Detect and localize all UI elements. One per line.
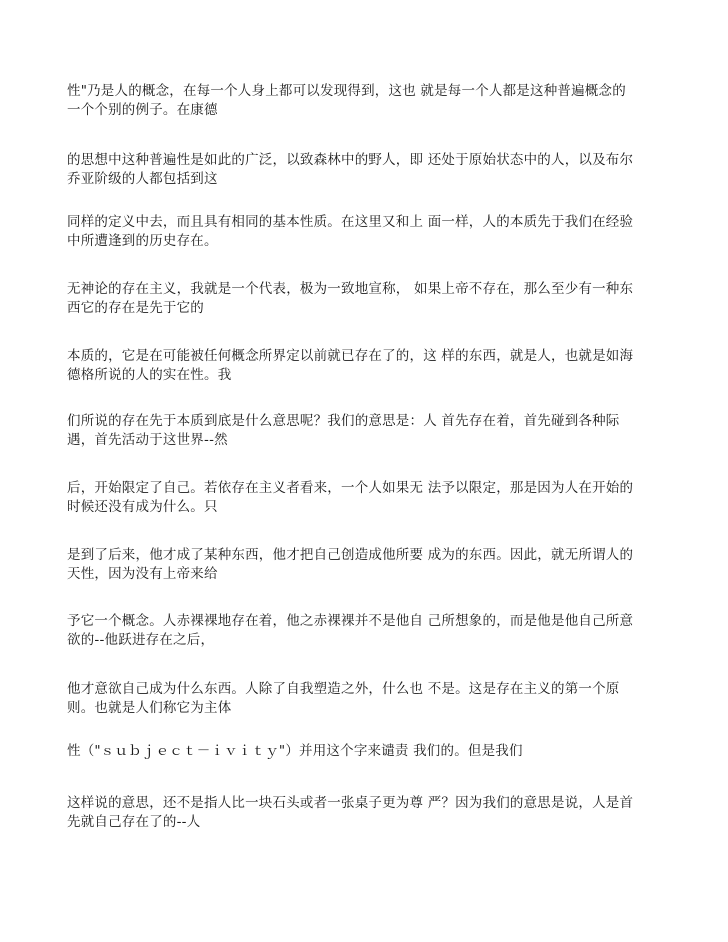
paragraph-2-line-2: 乔亚阶级的人都包括到这 — [67, 171, 218, 187]
paragraph-3 — [67, 213, 667, 251]
paragraph-6-line-1: 们所说的存在先于本质到底是什么意思呢？我们的意思是：人 首先存在着，首先碰到各种际 — [67, 413, 620, 429]
paragraph-8-line-1: 是到了后来，他才成了某种东西，他才把自己创造成他所要 成为的东西。因此，就无所谓人的 — [67, 547, 634, 563]
paragraph-9-line-1: 予它一个概念。人赤裸裸地存在着，他之赤裸裸并不是他自 己所想象的，而是他是他自己所意 — [67, 613, 634, 629]
paragraph-8-line-2: 天性，因为没有上帝来给 — [67, 566, 218, 582]
paragraph-4 — [67, 280, 667, 318]
paragraph-12-line-2: 先就自己存在了的--人 — [67, 814, 201, 830]
paragraph-10-line-1: 他才意欲自己成为什么东西。人除了自我塑造之外，什么也 不是。这是存在主义的第一个原 — [67, 681, 620, 697]
paragraph-4-line-2: 西它的存在是先于它的 — [67, 300, 204, 316]
paragraph-3-line-2: 中所遭逢到的历史存在。 — [67, 233, 218, 249]
paragraph-10-line-2: 则。也就是人们称它为主体 — [67, 700, 232, 716]
paragraph-5 — [67, 347, 667, 385]
paragraph-2-line-1: 的思想中这种普遍性是如此的广泛，以致森林中的野人，即 还处于原始状态中的人，以及布尔 — [67, 152, 634, 168]
paragraph-12-line-1: 这样说的意思，还不是指人比一块石头或者一张桌子更为尊 严？因为我们的意思是说，人是首 — [67, 795, 634, 811]
paragraph-8 — [67, 546, 667, 584]
paragraph-2 — [67, 151, 667, 189]
paragraph-5-line-1: 本质的，它是在可能被任何概念所界定以前就已存在了的，这 样的东西，就是人，也就是如海 — [67, 348, 634, 364]
paragraph-7-line-1: 后，开始限定了自己。若依存在主义者看来，一个人如果无 法予以限定，那是因为人在开始的 — [67, 480, 634, 496]
paragraph-5-line-2: 德格所说的人的实在性。我 — [67, 367, 232, 383]
paragraph-10 — [67, 680, 667, 718]
paragraph-1-line-2: 一个个别的例子。在康德 — [67, 102, 218, 118]
paragraph-1 — [67, 82, 667, 120]
paragraph-9-line-2: 欲的--他跃进存在之后， — [67, 632, 215, 648]
paragraph-6 — [67, 412, 667, 450]
paragraph-7-line-2: 时候还没有成为什么。只 — [67, 499, 218, 515]
paragraph-6-line-2: 遇，首先活动于这世界--然 — [67, 432, 228, 448]
paragraph-1-line-1: 性"乃是人的概念，在每一个人身上都可以发现得到，这也 就是每一个人都是这种普遍概念的 — [67, 83, 626, 99]
paragraph-11 — [67, 742, 667, 761]
paragraph-4-line-1: 无神论的存在主义，我就是一个代表，极为一致地宣称， 如果上帝不存在，那么至少有一种东 — [67, 281, 634, 297]
paragraph-9 — [67, 612, 667, 650]
paragraph-7 — [67, 479, 667, 517]
paragraph-12 — [67, 794, 667, 832]
paragraph-3-line-1: 同样的定义中去，而且具有相同的基本性质。在这里又和上 面一样，人的本质先于我们在经验 — [67, 214, 634, 230]
paragraph-11-line-1: 性（"ｓｕｂｊｅｃｔ－ｉｖｉｔｙ"）并用这个字来谴责 我们的。但是我们 — [67, 743, 523, 759]
